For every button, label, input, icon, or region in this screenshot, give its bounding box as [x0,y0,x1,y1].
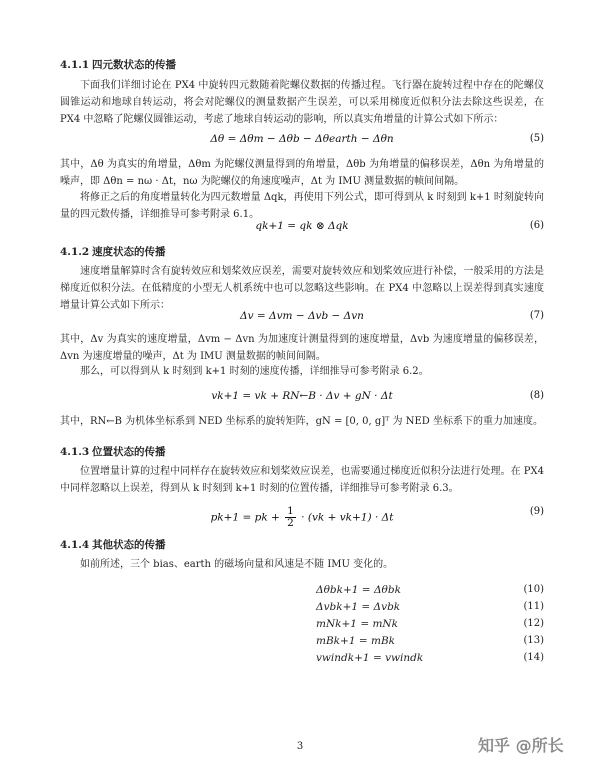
equation-number: (10) [523,584,544,595]
equation-10 [60,584,544,601]
equation-7 [60,310,544,328]
paragraph-velocity-intro: 速度增量解算时含有旋转效应和划桨效应误差，需要对旋转效应和划桨效应进行补偿，一般采用的方法是梯度近似积分法。在低精度的小型无人机系统中也可以忽略这些影响。在 PX4 中忽略以上误差得到真实速度增量计算公式如下所示： [60,266,544,311]
equation-5 [60,133,544,151]
equation-number: (5) [529,133,544,144]
equation-number: (11) [523,601,544,612]
section-number: 4.1.2 [60,246,90,258]
equation-13 [60,635,544,652]
state-equations-block [60,584,544,669]
paragraph-angle-definitions: 其中，Δθ 为真实的角增量，Δθm 为陀螺仪测量得到的角增量，Δθb 为角增量的偏移误差，Δθn 为角增量的噪声，即 Δθn = nω · Δt，nω 为陀螺仪的角速度噪声，Δt 为 IMU 测量数据的帧间间隔。 [60,159,544,187]
equation-number: (6) [529,220,544,231]
section-title: 其他状态的传播 [92,539,166,551]
equation-body [60,506,544,529]
equation-body: mNk+1 = mNk [316,618,398,630]
equation-body: Δvbk+1 = Δvbk [316,601,401,613]
equation-12 [60,618,544,635]
equation-body: Δθ = Δθm − Δθb − Δθearth − Δθn [210,133,394,145]
equation-number: (7) [529,310,544,321]
section-heading-4-1-2 [60,244,166,259]
equation-body: vk+1 = vk + RN←B · Δv + gN · Δt [211,390,393,402]
paragraph-quaternion-increment: 将修正之后的角度增量转化为四元数增量 Δqk，再使用下列公式，即可得到从 k 时刻到 k+1 时刻旋转向量的四元数传播，详细推导可参考附录 6.1。 [60,192,544,220]
section-title: 位置状态的传播 [92,446,166,458]
section-heading-4-1-3 [60,444,166,459]
section-number: 4.1.4 [60,539,90,551]
paragraph-velocity-propagation: 那么，可以得到从 k 时刻到 k+1 时刻的速度传播，详细推导可参考附录 6.2。 [80,366,429,377]
equation-number: (9) [529,506,544,517]
fraction-numerator: 1 [287,505,294,517]
section-heading-4-1-1 [60,57,176,72]
equation-6 [60,220,544,238]
equation-number: (14) [523,652,544,663]
page-number: 3 [296,741,304,752]
equation-body: Δθbk+1 = Δθbk [316,584,401,596]
paragraph-velocity-definitions: 其中，Δv 为真实的速度增量，Δvm − Δvn 为加速度计测量得到的速度增量，Δvb 为速度增量的偏移误差，Δvn 为速度增量的噪声，Δt 为 IMU 测量数据的帧间间隔。 [60,334,544,362]
equation-body: mBk+1 = mBk [316,635,396,647]
equation-number: (12) [523,618,544,629]
section-title: 速度状态的传播 [92,246,166,258]
equation-number: (13) [523,635,544,646]
equation-lhs: pk+1 = pk + [210,511,284,524]
section-heading-4-1-4 [60,537,166,552]
fraction-denominator: 2 [287,517,294,529]
equation-8 [60,390,544,408]
equation-rhs: · (vk + vk+1) · Δt [297,511,394,524]
equation-body: Δv = Δvm − Δvb − Δvn [240,310,364,322]
equation-14 [60,652,544,669]
paragraph-other-states: 如前所述，三个 bias、earth 的磁场向量和风速是不随 IMU 变化的。 [80,559,394,570]
equation-11 [60,601,544,618]
paragraph-quaternion-intro: 下面我们详细讨论在 PX4 中旋转四元数随着陀螺仪数据的传播过程。飞行器在旋转过程中存在的陀螺仪圆锥运动和地球自转运动，将会对陀螺仪的测量数据产生误差，可以采用梯度近似积分法去除这些误差，在 PX4 中忽略了陀螺仪圆锥运动，考虑了地球自转运动的影响，所以真实角增量的计算公式如下所示： [60,80,544,125]
fraction [285,506,296,529]
section-title: 四元数状态的传播 [92,59,176,71]
equation-body: qk+1 = qk ⊗ Δqk [255,220,349,232]
section-number: 4.1.1 [60,59,90,71]
equation-number: (8) [529,390,544,401]
equation-body: vwindk+1 = vwindk [316,652,424,664]
paragraph-rotation-matrix: 其中，RN←B 为机体坐标系到 NED 坐标系的旋转矩阵，gN = [0, 0, g]ᵀ 为 NED 坐标系下的重力加速度。 [60,416,543,427]
section-number: 4.1.3 [60,446,90,458]
equation-9 [60,505,544,529]
watermark: 知乎 @所长 [478,736,564,755]
paragraph-position-intro: 位置增量计算的过程中同样存在旋转效应和划桨效应误差，也需要通过梯度近似积分法进行处理。在 PX4 中同样忽略以上误差，得到从 k 时刻到 k+1 时刻的位置传播，详细推导可参考附录 6.3。 [60,466,544,494]
